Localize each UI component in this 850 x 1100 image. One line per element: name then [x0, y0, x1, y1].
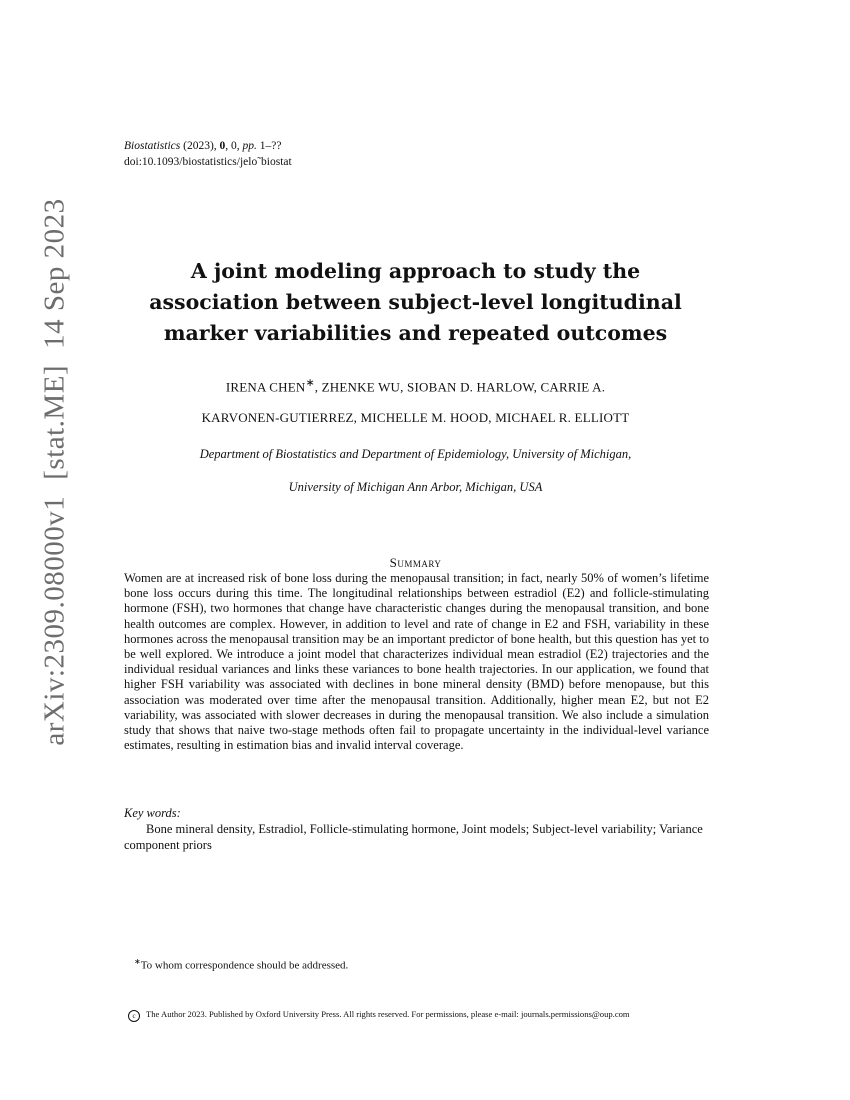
- footnote-mark: ∗: [134, 957, 141, 966]
- paper-title: [124, 256, 707, 349]
- title-line-2: association between subject-level longitudinal: [149, 290, 682, 314]
- corresponding-author-mark: ∗: [305, 377, 315, 389]
- summary-heading: Summary: [389, 555, 442, 570]
- summary-abstract: Women are at increased risk of bone loss during the menopausal transition; in fact, nearly 50% of women’s lifetime bone loss occurs during this time. The longitudinal relationships between estradiol (E2) and follicle-stimulating hormone (FSH), two hormones that change have characteristic changes during the menopausal transition, and bone health outcomes are complex. However, in addition to level and rate of change in E2 and FSH, variability in these hormones across the menopausal transition may be an important predictor of bone health, but this question has yet to be well explored. We introduce a joint model that characterizes individual mean estradiol (E2) trajectories and the individual residual variances and links these variances to bone health trajectories. In our application, we found that higher FSH variability was associated with declines in bone mineral density (BMD) before menopause, but this association was moderated over time after the menopausal transition. Additionally, higher mean E2, but not E2 variability, was associated with slower decreases in during the menopausal transition. We also include a simulation study that shows that naive two-stage methods often fail to propagate uncertainty in the individual-level variance estimates, resulting in estimation bias and invalid interval coverage.: [124, 571, 709, 753]
- journal-volume: 0: [219, 140, 226, 152]
- copyright-text: The Author 2023. Published by Oxford University Press. All rights reserved. For permissions, please e-mail: journals.permissions@oup.com: [146, 1009, 630, 1019]
- journal-issue: , 0,: [225, 140, 240, 152]
- author-list-line-2: KARVONEN-GUTIERREZ, MICHELLE M. HOOD, MICHAEL R. ELLIOTT: [201, 410, 630, 425]
- arxiv-category: [stat.ME]: [38, 364, 71, 480]
- keywords-label: Key words:: [124, 806, 181, 820]
- copyright-icon: c: [128, 1010, 140, 1022]
- journal-name: Biostatistics: [124, 140, 181, 152]
- affiliation-line-2: University of Michigan Ann Arbor, Michigan, USA: [288, 480, 543, 494]
- arxiv-id: arXiv:2309.08000v1: [38, 495, 71, 746]
- journal-pages-prefix: pp.: [242, 140, 257, 152]
- title-line-3: marker variabilities and repeated outcomes: [163, 321, 668, 345]
- affiliation-line-1: Department of Biostatistics and Department of Epidemiology, University of Michigan,: [199, 447, 632, 461]
- correspondence-footnote: [134, 957, 348, 972]
- coauthors-line-1: , ZHENKE WU, SIOBAN D. HARLOW, CARRIE A.: [314, 379, 606, 395]
- journal-year: (2023),: [183, 140, 217, 152]
- footnote-text: To whom correspondence should be addressed.: [140, 959, 349, 972]
- arxiv-date: 14 Sep 2023: [38, 198, 71, 349]
- first-author: IRENA CHEN: [225, 379, 306, 395]
- title-line-1: A joint modeling approach to study the: [190, 259, 641, 283]
- author-list-line-1: [124, 376, 707, 395]
- journal-pages: 1–??: [259, 140, 282, 152]
- copyright-notice: [128, 1009, 630, 1022]
- journal-citation: [124, 138, 282, 154]
- keywords-text: Bone mineral density, Estradiol, Follicle-stimulating hormone, Joint models; Subject-level variability; Variance component priors: [124, 822, 703, 852]
- arxiv-identifier-stamp: [39, 198, 72, 745]
- doi: doi:10.1093/biostatistics/jelo˜biostat: [124, 156, 292, 168]
